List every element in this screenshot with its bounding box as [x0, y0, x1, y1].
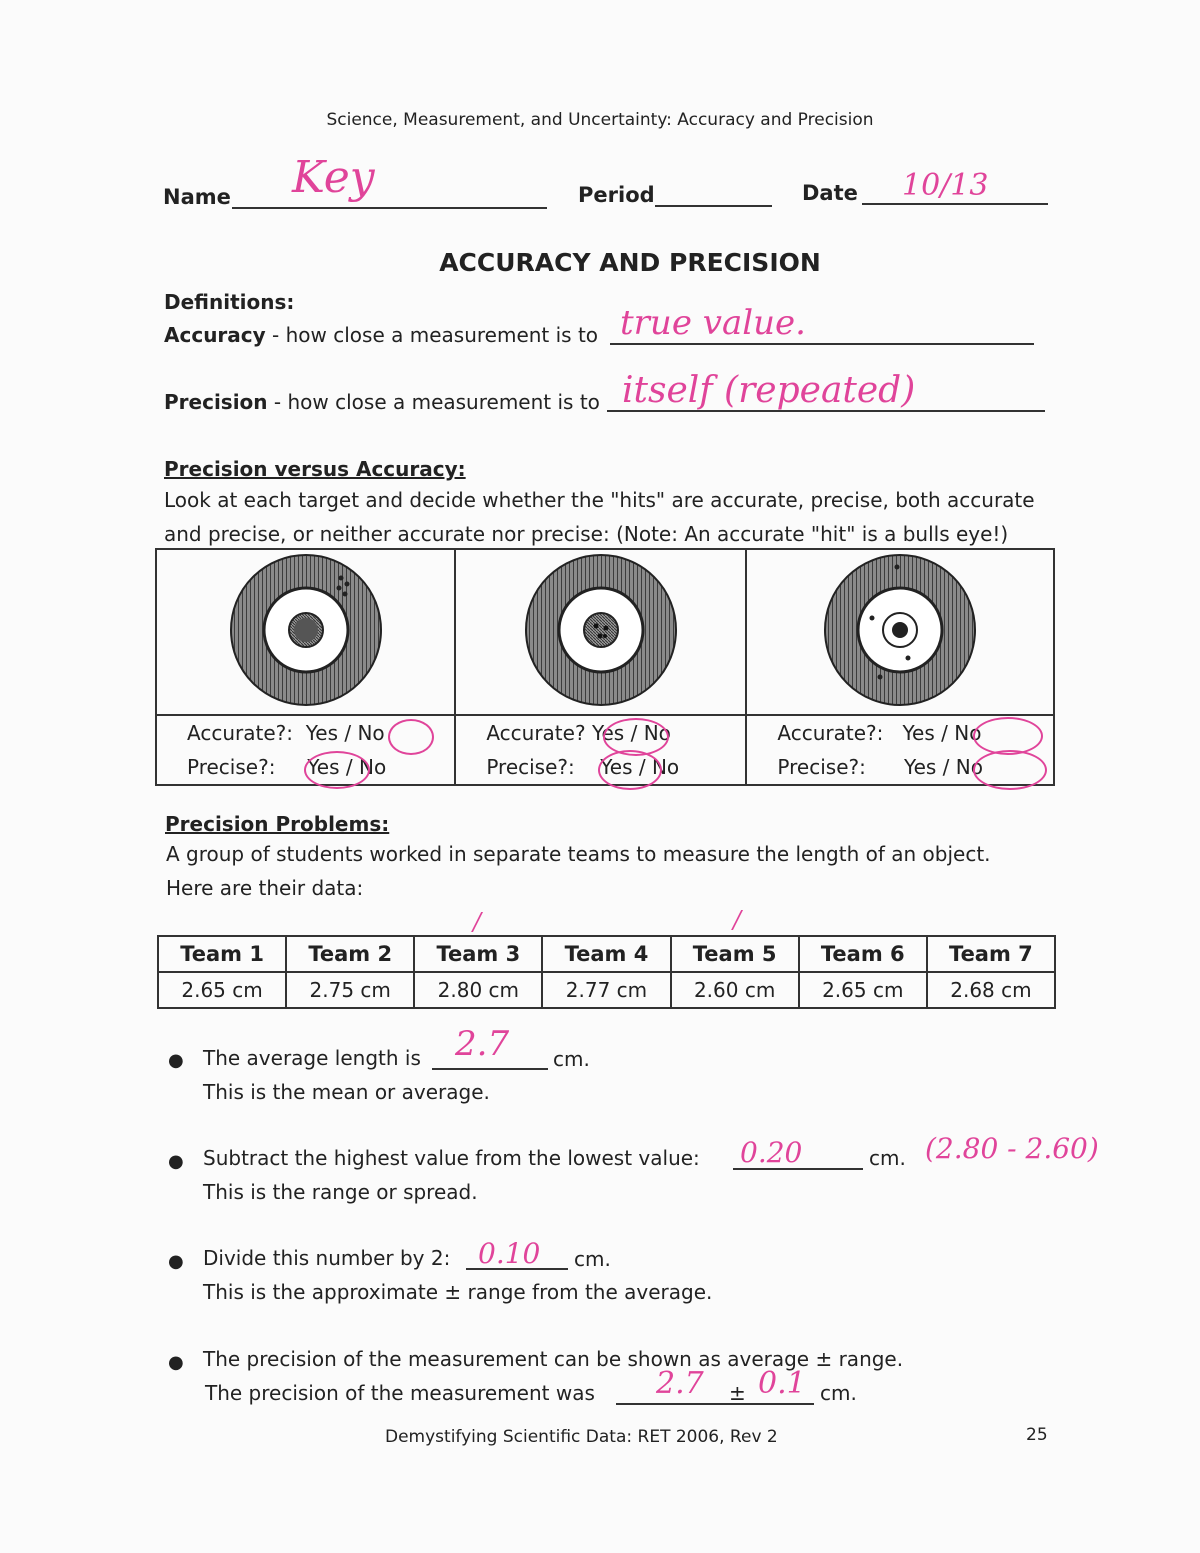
answer-circle [388, 719, 434, 755]
separator: / [344, 721, 352, 745]
average-unit: cm. [553, 1047, 590, 1071]
team-header: Team 6 [799, 936, 927, 972]
average-line [432, 1068, 548, 1070]
range-prompt: Subtract the highest value from the lowest value: [203, 1146, 700, 1170]
precise-yes[interactable]: Yes [307, 755, 340, 779]
precision-text: - how close a measurement is to [267, 390, 600, 414]
accuracy-definition [164, 323, 598, 347]
precise-label: Precise?: [777, 755, 866, 779]
accuracy-term: Accuracy [164, 323, 266, 347]
target-2-icon [521, 550, 681, 710]
checkmark-team5: / [733, 906, 742, 934]
target-1-icon [226, 550, 386, 710]
precision-unit: cm. [820, 1381, 857, 1405]
problems-heading: Precision Problems: [165, 812, 390, 836]
separator: / [941, 721, 948, 745]
period-line[interactable] [655, 205, 772, 207]
definitions-heading: Definitions: [164, 290, 295, 314]
target-3-answers [746, 715, 1054, 785]
accurate-yes[interactable]: Yes [305, 721, 338, 745]
precise-no[interactable]: No [651, 755, 680, 779]
pva-heading: Precision versus Accuracy: [164, 457, 466, 481]
bullet-icon: ● [168, 1151, 184, 1172]
precision-statement: The precision of the measurement can be shown as average ± range. [203, 1347, 904, 1371]
precise-no[interactable]: No [955, 755, 983, 779]
bullet-icon: ● [168, 1050, 184, 1071]
target-cell-3 [746, 549, 1054, 715]
accurate-label: Accurate? [486, 721, 586, 745]
precision-answer[interactable]: itself (repeated) [622, 370, 916, 411]
average-answer[interactable]: 2.7 [455, 1024, 510, 1064]
precise-label: Precise?: [486, 755, 575, 779]
target-cell-1 [156, 549, 455, 715]
divide-answer[interactable]: 0.10 [478, 1237, 541, 1270]
pva-instructions-1: Look at each target and decide whether the "hits" are accurate, precise, both accurate [164, 488, 1035, 512]
precision-average-answer[interactable]: 2.7 [656, 1366, 704, 1401]
plus-minus: ± [729, 1381, 746, 1405]
separator: / [942, 755, 950, 779]
precision-range-answer[interactable]: 0.1 [758, 1366, 806, 1401]
name-value[interactable]: Key [292, 152, 375, 203]
targets-table [155, 548, 1055, 786]
average-prompt: The average length is [203, 1046, 421, 1070]
team-value: 2.65 cm [158, 972, 286, 1008]
name-line [232, 207, 547, 209]
page-header: Science, Measurement, and Uncertainty: Accuracy and Precision [326, 110, 874, 130]
divide-prompt: Divide this number by 2: [203, 1246, 451, 1270]
answer-circle [973, 750, 1047, 790]
team-data-table [157, 935, 1056, 1009]
precision-result-line [616, 1403, 814, 1405]
problems-text-1: A group of students worked in separate teams to measure the length of an object. [166, 842, 991, 866]
bullet-icon: ● [168, 1352, 184, 1373]
precise-yes[interactable]: Yes [600, 755, 633, 779]
team-header: Team 5 [671, 936, 799, 972]
accurate-no[interactable]: No [357, 721, 385, 745]
answer-circle [304, 751, 370, 789]
main-title: ACCURACY AND PRECISION [439, 248, 821, 277]
date-line [862, 203, 1048, 205]
precise-label: Precise?: [187, 755, 276, 779]
range-note: This is the range or spread. [203, 1180, 478, 1204]
accurate-yes[interactable]: Yes [591, 721, 625, 745]
target-2-answers [455, 715, 746, 785]
team-header: Team 3 [414, 936, 542, 972]
page-number: 25 [1026, 1425, 1048, 1445]
separator: / [630, 721, 638, 745]
team-value: 2.77 cm [542, 972, 670, 1008]
team-value-row [158, 972, 1055, 1008]
separator: / [345, 755, 353, 779]
accuracy-line [610, 343, 1034, 345]
accurate-no[interactable]: No [954, 721, 982, 745]
period-label: Period [578, 183, 655, 207]
accuracy-answer[interactable]: true value. [620, 303, 806, 343]
checkmark-team3: / [473, 908, 482, 936]
team-value: 2.68 cm [927, 972, 1055, 1008]
team-header: Team 2 [286, 936, 414, 972]
average-note: This is the mean or average. [203, 1080, 490, 1104]
precise-yes[interactable]: Yes [904, 755, 937, 779]
team-value: 2.65 cm [799, 972, 927, 1008]
team-header-row [158, 936, 1055, 972]
problems-text-2: Here are their data: [166, 876, 364, 900]
footer-text: Demystifying Scientific Data: RET 2006, Rev 2 [385, 1427, 778, 1447]
target-3-icon [820, 550, 980, 710]
name-label: Name [163, 185, 231, 209]
accurate-yes[interactable]: Yes [902, 721, 935, 745]
pva-instructions-2: and precise, or neither accurate nor precise: (Note: An accurate "hit" is a bulls eye!) [164, 522, 1009, 546]
range-unit: cm. [869, 1146, 906, 1170]
team-header: Team 1 [158, 936, 286, 972]
team-header: Team 4 [542, 936, 670, 972]
team-value: 2.75 cm [286, 972, 414, 1008]
target-1-answers [156, 715, 455, 785]
precision-term: Precision [164, 390, 268, 414]
precision-prompt: The precision of the measurement was [205, 1381, 595, 1405]
date-value[interactable]: 10/13 [902, 168, 989, 203]
accurate-label: Accurate?: [777, 721, 884, 745]
precise-no[interactable]: No [359, 755, 387, 779]
accuracy-text: - how close a measurement is to [265, 323, 599, 347]
target-cell-2 [455, 549, 746, 715]
bullet-icon: ● [168, 1251, 184, 1272]
date-label: Date [802, 181, 858, 205]
accurate-label: Accurate?: [187, 721, 293, 745]
divide-unit: cm. [574, 1247, 611, 1271]
divide-note: This is the approximate ± range from the average. [203, 1280, 713, 1304]
precision-definition [164, 390, 600, 414]
accurate-no[interactable]: No [643, 721, 671, 745]
separator: / [638, 755, 646, 779]
team-value: 2.80 cm [414, 972, 542, 1008]
team-value: 2.60 cm [671, 972, 799, 1008]
range-work: (2.80 - 2.60) [925, 1132, 1099, 1165]
range-answer[interactable]: 0.20 [740, 1136, 803, 1169]
team-header: Team 7 [927, 936, 1055, 972]
answer-circle [598, 750, 662, 790]
